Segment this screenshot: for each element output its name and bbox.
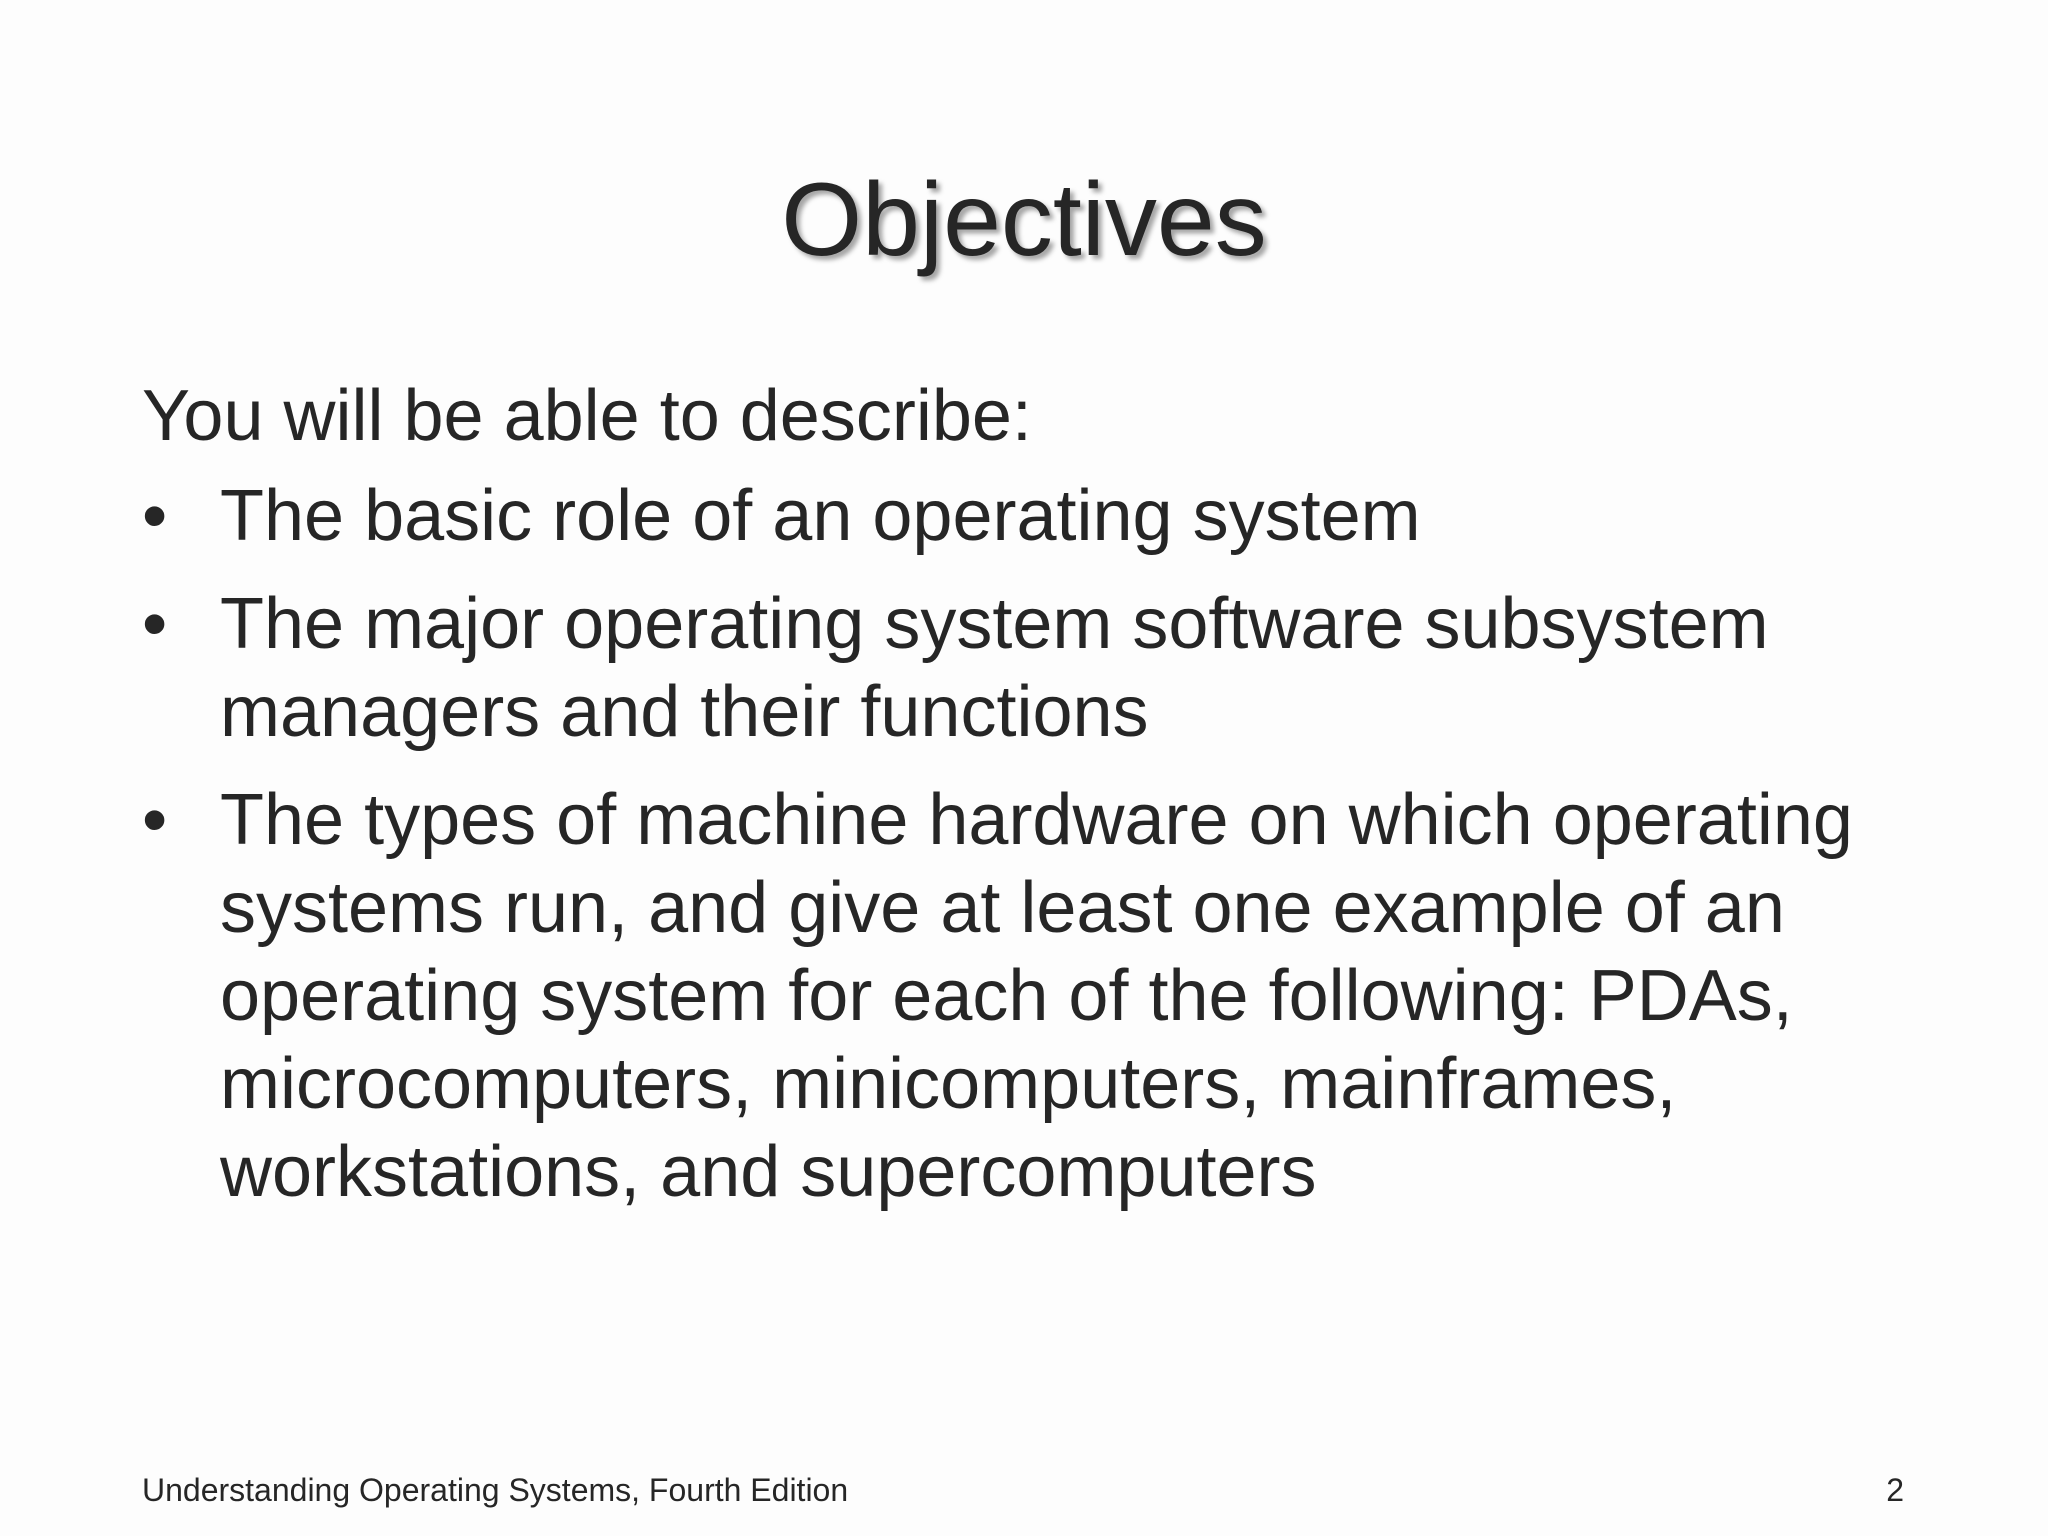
objective-text: The basic role of an operating system (220, 476, 1421, 556)
bullet-icon: • (142, 476, 168, 556)
bullet-icon: • (142, 584, 168, 664)
page-number: 2 (1886, 1472, 1904, 1508)
objective-item (142, 776, 1942, 1216)
slide-title: Objectives (781, 162, 1267, 278)
objective-text: The major operating system software subsystem managers and their functions (220, 584, 1769, 752)
footer-book-title: Understanding Operating Systems, Fourth Edition (142, 1472, 849, 1508)
objective-item (142, 580, 1942, 756)
intro-text: You will be able to describe: (142, 376, 1032, 456)
bullet-icon: • (142, 780, 168, 860)
slide-body (142, 372, 1942, 1236)
objective-item (142, 472, 1942, 560)
objectives-list (142, 472, 1942, 1216)
objective-text: The types of machine hardware on which operating systems run, and give at least one example of an operating system for each of the following: PDAs, microcomputers, minicomputers, mainframes, workstations, and supercomputers (220, 780, 1853, 1212)
